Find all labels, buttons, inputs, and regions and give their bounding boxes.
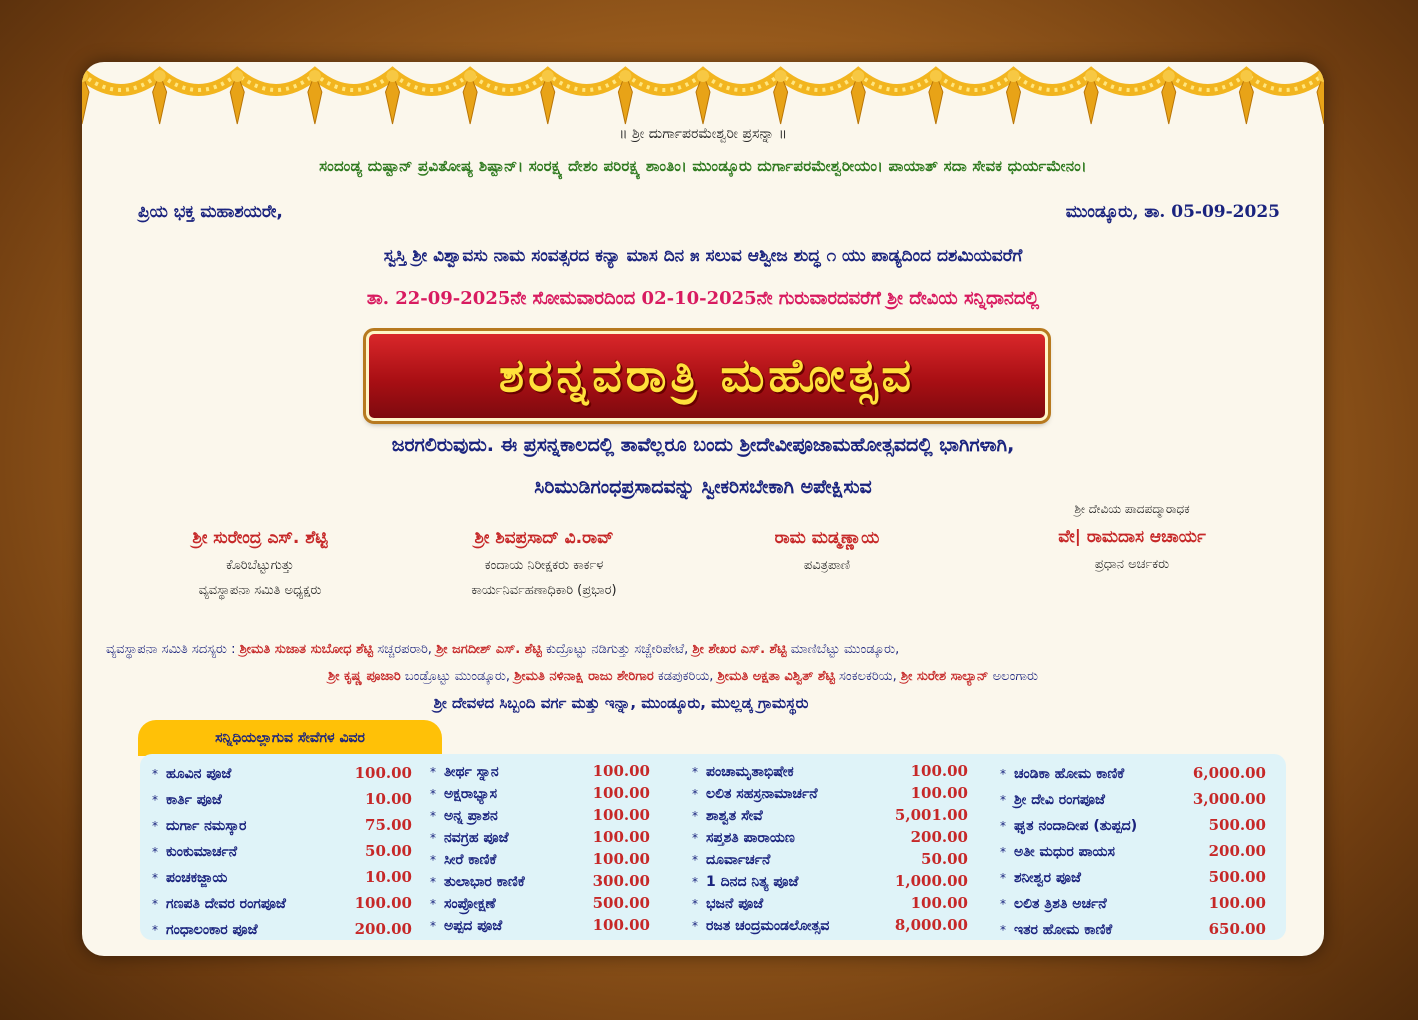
member-name: ಶ್ರೀ ಸುರೇಶ ಸಾಲ್ಯಾನ್ bbox=[900, 669, 989, 684]
service-price: 8,000.00 bbox=[894, 916, 968, 934]
service-price: 300.00 bbox=[592, 872, 650, 890]
bullet-icon: * bbox=[430, 831, 436, 845]
committee-label: ವ್ಯವಸ್ಥಾಪನಾ ಸಮಿತಿ ಸದಸ್ಯರು : bbox=[106, 642, 236, 657]
service-row bbox=[430, 892, 650, 914]
service-row bbox=[1000, 760, 1266, 786]
service-name: ಶ್ರೀ ದೇವಿ ರಂಗಪೂಜೆ bbox=[1014, 792, 1105, 808]
service-price: 5,001.00 bbox=[894, 806, 968, 824]
bullet-icon: * bbox=[1000, 767, 1006, 781]
festival-title-banner bbox=[366, 331, 1048, 421]
service-price: 100.00 bbox=[354, 894, 412, 912]
service-row bbox=[1000, 812, 1266, 838]
service-name: ಸಪ್ತಶತಿ ಪಾರಾಯಣ bbox=[706, 830, 795, 846]
service-row bbox=[692, 914, 968, 936]
salutation: ಪ್ರಿಯ ಭಕ್ತ ಮಹಾಶಯರೇ, bbox=[138, 202, 283, 222]
garland-flower bbox=[697, 70, 709, 82]
service-price: 100.00 bbox=[910, 894, 968, 912]
service-row bbox=[1000, 786, 1266, 812]
signatory-detail: ಕಂದಾಯ ನಿರೀಕ್ಷಕರು ಕಾರ್ಕಳ bbox=[484, 558, 604, 573]
service-row bbox=[692, 892, 968, 914]
service-name: ಗಂಧಾಲಂಕಾರ ಪೂಜೆ bbox=[166, 922, 258, 938]
bullet-icon: * bbox=[430, 809, 436, 823]
service-name: ಅಕ್ಷರಾಭ್ಯಾಸ bbox=[444, 786, 498, 802]
bullet-icon: * bbox=[1000, 923, 1006, 937]
bullet-icon: * bbox=[430, 853, 436, 867]
signatory-role: ಪವಿತ್ರಪಾಣಿ bbox=[803, 558, 851, 573]
service-name: ಭಜನೆ ಪೂಜೆ bbox=[706, 896, 764, 912]
signatory-name: ಶ್ರೀ ಸುರೇಂದ್ರ ಎಸ್. ಶೆಟ್ಟಿ bbox=[192, 528, 328, 548]
signatory-detail: ಕೊರಿಬೆಟ್ಟುಗುತ್ತು bbox=[226, 558, 294, 573]
bullet-icon: * bbox=[152, 923, 158, 937]
service-row bbox=[692, 782, 968, 804]
signatory-role: ಪ್ರಧಾನ ಅರ್ಚಕರು bbox=[1094, 557, 1170, 572]
service-price: 100.00 bbox=[592, 806, 650, 824]
bullet-icon: * bbox=[692, 831, 698, 845]
service-name: ನವಗ್ರಹ ಪೂಜೆ bbox=[444, 830, 509, 846]
bullet-icon: * bbox=[152, 767, 158, 781]
committee-row-3: ಶ್ರೀ ದೇವಳದ ಸಿಬ್ಬಂದಿ ವರ್ಗ ಮತ್ತು ಇನ್ನಾ, ಮುಂಡ್ಕೂರು, ಮುಲ್ಲಡ್ಕ ಗ್ರಾಮಸ್ಥರು bbox=[433, 694, 809, 712]
service-price: 50.00 bbox=[921, 850, 968, 868]
service-name: ದುರ್ಗಾ ನಮಸ್ಕಾರ bbox=[166, 818, 247, 834]
garland-flower bbox=[1085, 70, 1097, 82]
member-place: ಕಡಪುಕರಿಯ, bbox=[657, 669, 714, 684]
shloka-line: ಸಂದಂಡ್ಯ ದುಷ್ಟಾನ್ ಪ್ರವಿತೋಷ್ಯ ಶಿಷ್ಟಾನ್। ಸಂರಕ್ಷ್ಯ ದೇಶಂ ಪರಿರಕ್ಷ್ಯ ಶಾಂತಿಂ। ಮುಂಡ್ಕೂರು ದುರ್ಗಾಪರಮೇಶ್ವರೀಯಂ। ಪಾಯಾತ್ ಸದಾ ಸೇವಕ ಧುರ್ಯಮೇನಂ। bbox=[319, 157, 1087, 175]
invitation-card bbox=[82, 62, 1324, 956]
member-place: ಅಲಂಗಾರು bbox=[992, 669, 1038, 684]
invitation-text-1: ಜರಗಲಿರುವುದು. ಈ ಪ್ರಸನ್ನಕಾಲದಲ್ಲಿ ತಾವೆಲ್ಲರೂ ಬಂದು ಶ್ರೀದೇವೀಪೂಜಾಮಹೋತ್ಸವದಲ್ಲಿ ಭಾಗಿಗಳಾಗಿ, bbox=[391, 434, 1015, 456]
service-name: ದೂರ್ವಾರ್ಚನೆ bbox=[706, 852, 771, 868]
service-name: ಇತರ ಹೋಮ ಕಾಣಿಕೆ bbox=[1014, 922, 1113, 938]
service-price: 100.00 bbox=[1208, 894, 1266, 912]
service-price: 100.00 bbox=[910, 784, 968, 802]
service-price: 200.00 bbox=[910, 828, 968, 846]
bullet-icon: * bbox=[692, 875, 698, 889]
service-price: 10.00 bbox=[365, 868, 412, 886]
service-name: ಲಲಿತ ಸಹಸ್ರನಾಮಾರ್ಚನೆ bbox=[706, 786, 818, 802]
member-name: ಶ್ರೀಮತಿ ನಳಿನಾಕ್ಷಿ ರಾಜು ಶೇರಿಗಾರ bbox=[514, 669, 654, 684]
service-price: 100.00 bbox=[592, 828, 650, 846]
garland-flower bbox=[1240, 70, 1252, 82]
garland-flower bbox=[542, 70, 554, 82]
bullet-icon: * bbox=[430, 787, 436, 801]
member-place: ಸಚ್ಚರಪರಾರಿ, bbox=[377, 642, 432, 657]
service-price: 10.00 bbox=[365, 790, 412, 808]
service-row bbox=[430, 914, 650, 936]
service-name: ಅತೀ ಮಧುರ ಪಾಯಸ bbox=[1014, 844, 1115, 860]
service-name: ಅಪ್ಪದ ಪೂಜೆ bbox=[444, 918, 503, 934]
bullet-icon: * bbox=[152, 897, 158, 911]
garland-flower bbox=[619, 70, 631, 82]
committee-members bbox=[106, 636, 1306, 717]
bullet-icon: * bbox=[1000, 871, 1006, 885]
festival-title: ಶರನ್ನವರಾತ್ರಿ ಮಹೋತ್ಸವ bbox=[498, 348, 916, 402]
service-name: ಸಂಪ್ರೋಕ್ಷಣೆ bbox=[444, 896, 496, 912]
service-price: 200.00 bbox=[354, 920, 412, 938]
service-price: 100.00 bbox=[354, 764, 412, 782]
bullet-icon: * bbox=[1000, 897, 1006, 911]
services-table bbox=[140, 754, 1286, 940]
service-name: 1 ದಿನದ ನಿತ್ಯ ಪೂಜೆ bbox=[706, 874, 799, 890]
invocation-line: ॥ ಶ್ರೀ ದುರ್ಗಾಪರಮೇಶ್ವರೀ ಪ್ರಸನ್ನಾ ॥ bbox=[619, 126, 787, 142]
service-row bbox=[1000, 864, 1266, 890]
signatory-role: ಕಾರ್ಯನಿರ್ವಹಣಾಧಿಕಾರಿ (ಪ್ರಭಾರ) bbox=[471, 583, 617, 598]
flower-garland-decoration bbox=[82, 62, 1324, 132]
garland-flower bbox=[852, 70, 864, 82]
garland-flower bbox=[231, 70, 243, 82]
committee-row-2 bbox=[106, 663, 1306, 690]
signatory-officer bbox=[394, 528, 694, 598]
service-row bbox=[430, 804, 650, 826]
services-column bbox=[692, 760, 968, 936]
service-name: ಗಣಪತಿ ದೇವರ ರಂಗಪೂಜೆ bbox=[166, 896, 286, 912]
service-row bbox=[152, 786, 412, 812]
service-name: ಕುಂಕುಮಾರ್ಚನೆ bbox=[166, 844, 238, 860]
bullet-icon: * bbox=[1000, 819, 1006, 833]
invitation-text-2: ಸಿರಿಮುಡಿಗಂಧಪ್ರಸಾದವನ್ನು ಸ್ವೀಕರಿಸಬೇಕಾಗಿ ಅಪೇಕ್ಷಿಸುವ bbox=[534, 476, 872, 498]
member-name: ಶ್ರೀ ಶೇಖರ ಎಸ್. ಶೆಟ್ಟಿ bbox=[692, 642, 787, 657]
service-price: 50.00 bbox=[365, 842, 412, 860]
signatory-name: ವೇ| ರಾಮದಾಸ ಆಚಾರ್ಯ bbox=[1058, 527, 1206, 547]
service-price: 500.00 bbox=[592, 894, 650, 912]
service-row bbox=[430, 848, 650, 870]
service-price: 1,000.00 bbox=[894, 872, 968, 890]
service-name: ರಜತ ಚಂದ್ರಮಂಡಲೋತ್ಸವ bbox=[706, 918, 830, 934]
member-name: ಶ್ರೀ ಕೃಷ್ಣ ಪೂಜಾರಿ bbox=[328, 669, 401, 684]
service-name: ಶನೀಶ್ವರ ಪೂಜೆ bbox=[1014, 870, 1081, 886]
signatory-name: ಶ್ರೀ ಶಿವಪ್ರಸಾದ್ ವಿ.ರಾವ್ bbox=[474, 528, 614, 548]
garland-flower bbox=[775, 70, 787, 82]
service-row bbox=[692, 848, 968, 870]
service-price: 100.00 bbox=[592, 850, 650, 868]
member-place: ಕುದ್ರೊಟ್ಟು ನಡಿಗುತ್ತು ಸಚ್ಚೇರಿಪೇಟೆ, bbox=[545, 642, 689, 657]
service-name: ಲಲಿತ ತ್ರಿಶತಿ ಅರ್ಚನೆ bbox=[1014, 896, 1107, 912]
garland-flower bbox=[930, 70, 942, 82]
bullet-icon: * bbox=[692, 853, 698, 867]
bullet-icon: * bbox=[152, 819, 158, 833]
service-row bbox=[152, 812, 412, 838]
bullet-icon: * bbox=[430, 875, 436, 889]
bullet-icon: * bbox=[430, 919, 436, 933]
service-price: 3,000.00 bbox=[1192, 790, 1266, 808]
garland-flower bbox=[309, 70, 321, 82]
services-heading: ಸನ್ನಿಧಿಯಲ್ಲಾಗುವ ಸೇವೆಗಳ ವಿವರ bbox=[215, 730, 365, 746]
garland-flower bbox=[154, 70, 166, 82]
service-row bbox=[692, 870, 968, 892]
signatory-president bbox=[130, 528, 390, 598]
services-heading-tab bbox=[138, 720, 442, 756]
service-name: ಅನ್ನ ಪ್ರಾಶನ bbox=[444, 808, 498, 824]
service-row bbox=[430, 782, 650, 804]
service-name: ಚಂಡಿಕಾ ಹೋಮ ಕಾಣಿಕೆ bbox=[1014, 766, 1125, 782]
service-name: ಹೂವಿನ ಪೂಜೆ bbox=[166, 766, 232, 782]
bullet-icon: * bbox=[430, 897, 436, 911]
service-price: 100.00 bbox=[592, 762, 650, 780]
bullet-icon: * bbox=[692, 809, 698, 823]
bullet-icon: * bbox=[430, 765, 436, 779]
service-name: ತೀರ್ಥ ಸ್ನಾನ bbox=[444, 764, 499, 780]
service-row bbox=[152, 838, 412, 864]
service-row bbox=[152, 760, 412, 786]
member-place: ಸಂಕಲಕರಿಯ, bbox=[839, 669, 897, 684]
service-price: 200.00 bbox=[1208, 842, 1266, 860]
service-name: ಸೀರೆ ಕಾಣಿಕೆ bbox=[444, 852, 497, 868]
service-row bbox=[430, 760, 650, 782]
service-name: ಪಂಚಾಮೃತಾಭಿಷೇಕ bbox=[706, 764, 794, 780]
services-column bbox=[1000, 760, 1266, 942]
bullet-icon: * bbox=[152, 871, 158, 885]
service-price: 100.00 bbox=[592, 916, 650, 934]
services-column bbox=[152, 760, 412, 942]
service-row bbox=[1000, 890, 1266, 916]
services-column bbox=[430, 760, 650, 936]
service-name: ಘೃತ ನಂದಾದೀಪ (ತುಪ್ಪದ) bbox=[1014, 818, 1138, 834]
member-place: ಬಂಡ್ರೊಟ್ಟು ಮುಂಡ್ಕೂರು, bbox=[404, 669, 511, 684]
signatory-pavitrapani bbox=[712, 528, 942, 573]
committee-row-1 bbox=[106, 636, 1306, 663]
bullet-icon: * bbox=[152, 845, 158, 859]
service-name: ತುಲಾಭಾರ ಕಾಣಿಕೆ bbox=[444, 874, 525, 890]
bullet-icon: * bbox=[692, 897, 698, 911]
bullet-icon: * bbox=[692, 919, 698, 933]
member-name: ಶ್ರೀಮತಿ ಸುಜಾತ ಸುಬೋಧ ಶೆಟ್ಟಿ bbox=[239, 642, 374, 657]
service-price: 500.00 bbox=[1208, 816, 1266, 834]
service-price: 500.00 bbox=[1208, 868, 1266, 886]
place-date: ಮುಂಡ್ಕೂರು, ತಾ. 05-09-2025 bbox=[1065, 202, 1280, 222]
service-price: 650.00 bbox=[1208, 920, 1266, 938]
signatory-chief-priest bbox=[982, 502, 1282, 572]
bullet-icon: * bbox=[1000, 845, 1006, 859]
bullet-icon: * bbox=[152, 793, 158, 807]
bullet-icon: * bbox=[692, 765, 698, 779]
member-name: ಶ್ರೀಮತಿ ಅಕ್ಷತಾ ವಿಶ್ವಿತ್ ಶೆಟ್ಟಿ bbox=[717, 669, 835, 684]
member-place: ಮಾಣಿಬೆಟ್ಟು ಮುಂಡ್ಕೂರು, bbox=[790, 642, 900, 657]
service-row bbox=[152, 890, 412, 916]
service-price: 75.00 bbox=[365, 816, 412, 834]
signatory-role: ವ್ಯವಸ್ಥಾಪನಾ ಸಮಿತಿ ಅಧ್ಯಕ್ಷರು bbox=[198, 583, 322, 598]
signatory-name: ರಾಮ ಮಡ್ಮಣ್ಣಾಯ bbox=[774, 528, 880, 548]
signatory-title: ಶ್ರೀ ದೇವಿಯ ಪಾದಪದ್ಮಾರಾಧಕ bbox=[1074, 502, 1190, 516]
service-row bbox=[692, 826, 968, 848]
service-row bbox=[692, 804, 968, 826]
service-row bbox=[692, 760, 968, 782]
garland-flower bbox=[1163, 70, 1175, 82]
service-row bbox=[1000, 838, 1266, 864]
service-name: ಶಾಶ್ವತ ಸೇವೆ bbox=[706, 808, 763, 824]
garland-flower bbox=[387, 70, 399, 82]
bullet-icon: * bbox=[692, 787, 698, 801]
bullet-icon: * bbox=[1000, 793, 1006, 807]
service-row bbox=[430, 826, 650, 848]
service-price: 100.00 bbox=[910, 762, 968, 780]
service-row bbox=[1000, 916, 1266, 942]
service-price: 100.00 bbox=[592, 784, 650, 802]
service-row bbox=[152, 916, 412, 942]
garland-flower bbox=[1008, 70, 1020, 82]
service-name: ಪಂಚಕಜ್ಜಾಯ bbox=[166, 870, 228, 886]
service-row bbox=[152, 864, 412, 890]
member-name: ಶ್ರೀ ಜಗದೀಶ್ ಎಸ್. ಶೆಟ್ಟಿ bbox=[436, 642, 542, 657]
service-row bbox=[430, 870, 650, 892]
garland-flower bbox=[464, 70, 476, 82]
service-price: 6,000.00 bbox=[1192, 764, 1266, 782]
service-name: ಕಾರ್ತಿ ಪೂಜೆ bbox=[166, 792, 222, 808]
date-range-line: ತಾ. 22-09-2025ನೇ ಸೋಮವಾರದಿಂದ 02-10-2025ನೇ ಗುರುವಾರದವರೆಗೆ ಶ್ರೀ ದೇವಿಯ ಸನ್ನಿಧಾನದಲ್ಲಿ bbox=[366, 288, 1040, 309]
calendar-line: ಸ್ವಸ್ತಿ ಶ್ರೀ ವಿಶ್ವಾವಸು ನಾಮ ಸಂವತ್ಸರದ ಕನ್ಯಾ ಮಾಸ ದಿನ ೫ ಸಲುವ ಆಶ್ವೀಜ ಶುದ್ಧ ೧ ಯು ಪಾಡ್ಯದಿಂದ ದಶಮಿಯವರೆಗೆ bbox=[383, 246, 1023, 266]
